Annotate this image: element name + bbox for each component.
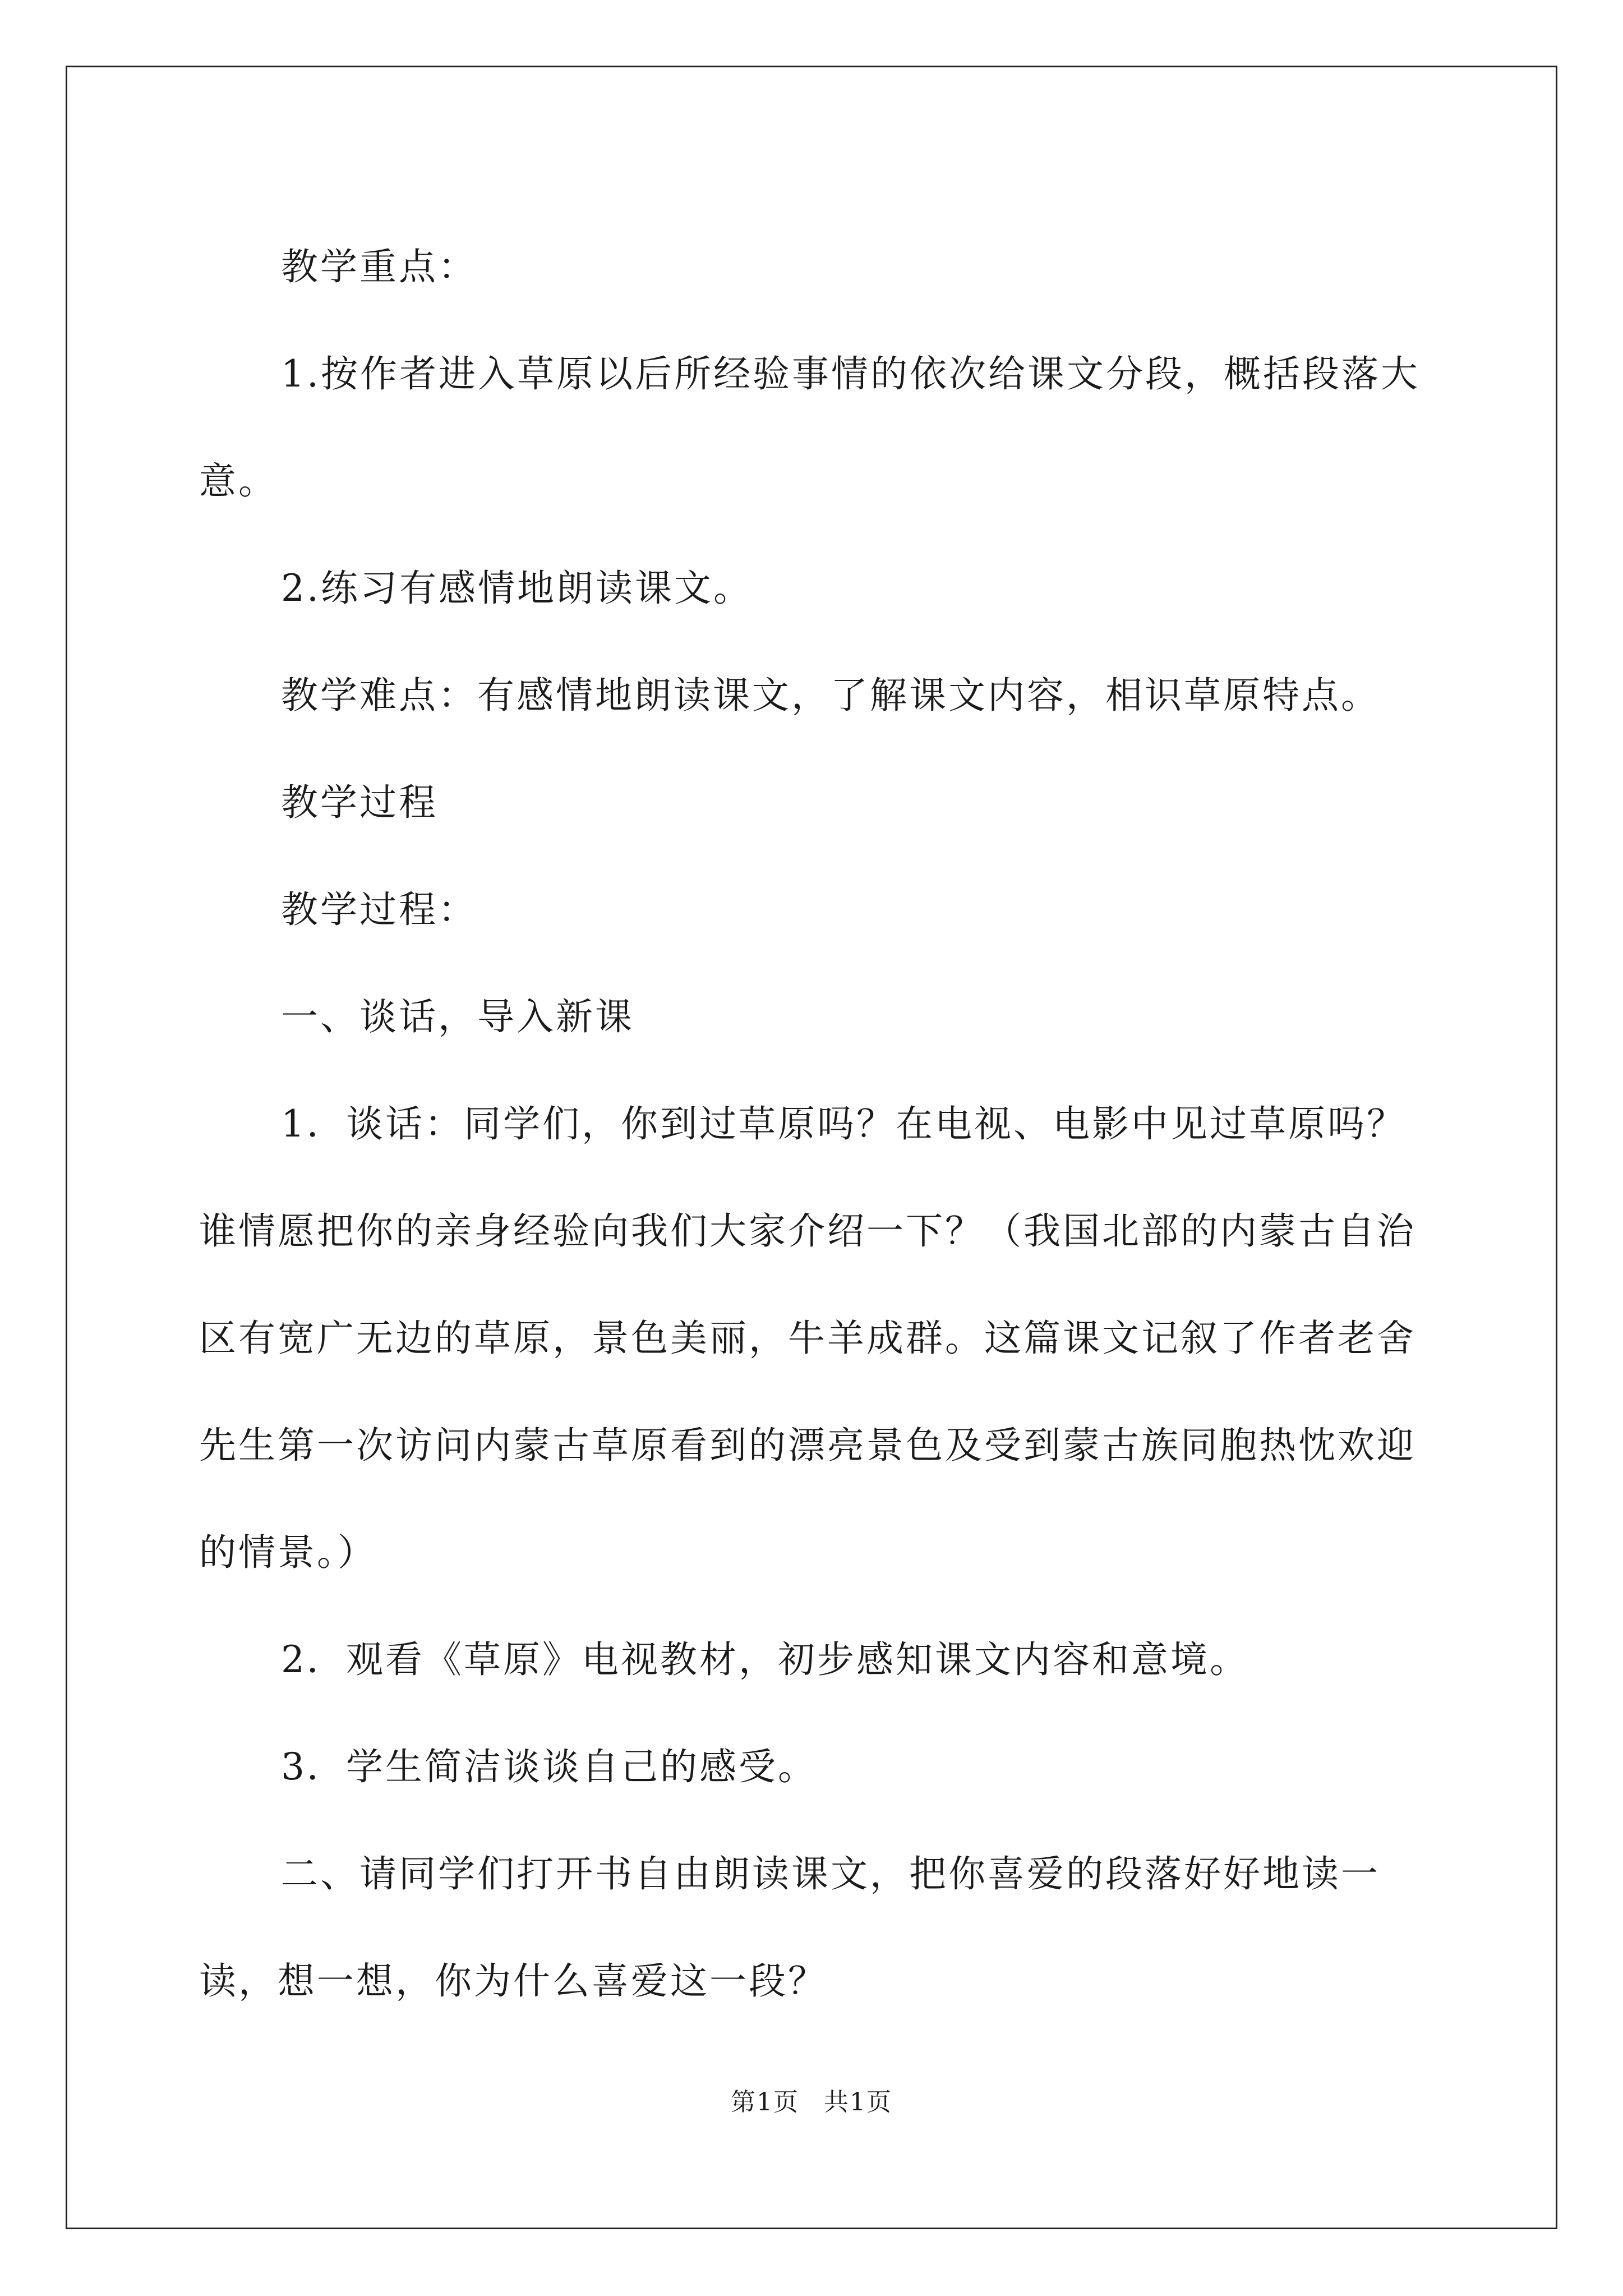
heading-key-points: 教学重点： bbox=[281, 245, 477, 288]
section-1-item-1: 1．谈话：同学们，你到过草原吗？在电视、电影中见过草原吗？谁情愿把你的亲身经验向我们大家介绍一下？（我国北部的内蒙古自治区有宽广无边的草原，景色美丽，牛羊成群。这篇课文记叙了作者老舍先生第一次访问内蒙古草原看到的漂亮景色及受到蒙古族同胞热忱欢迎的情景。） bbox=[199, 1102, 1416, 1574]
section-1-item-2: 2．观看《草原》电视教材，初步感知课文内容和意境。 bbox=[281, 1638, 1249, 1681]
page-number: 第1页 bbox=[731, 2088, 799, 2116]
page-footer bbox=[0, 2086, 1623, 2119]
heading-process-colon: 教学过程： bbox=[281, 888, 477, 931]
page-total: 共1页 bbox=[824, 2088, 892, 2116]
section-2-title: 二、请同学们打开书自由朗读课文，把你喜爱的段落好好地读一读，想一想，你为什么喜爱这一段？ bbox=[199, 1852, 1380, 2003]
section-1-item-3: 3．学生简洁谈谈自己的感受。 bbox=[281, 1745, 817, 1788]
key-point-2: 2.练习有感情地朗读课文。 bbox=[281, 567, 753, 610]
difficult-points: 教学难点：有感情地朗读课文，了解课文内容，相识草原特点。 bbox=[281, 674, 1380, 717]
document-body bbox=[199, 213, 1433, 2035]
section-1-title: 一、谈话，导入新课 bbox=[281, 995, 634, 1038]
heading-process: 教学过程 bbox=[281, 781, 438, 824]
key-point-1: 1.按作者进入草原以后所经验事情的依次给课文分段，概括段落大意。 bbox=[199, 352, 1420, 503]
